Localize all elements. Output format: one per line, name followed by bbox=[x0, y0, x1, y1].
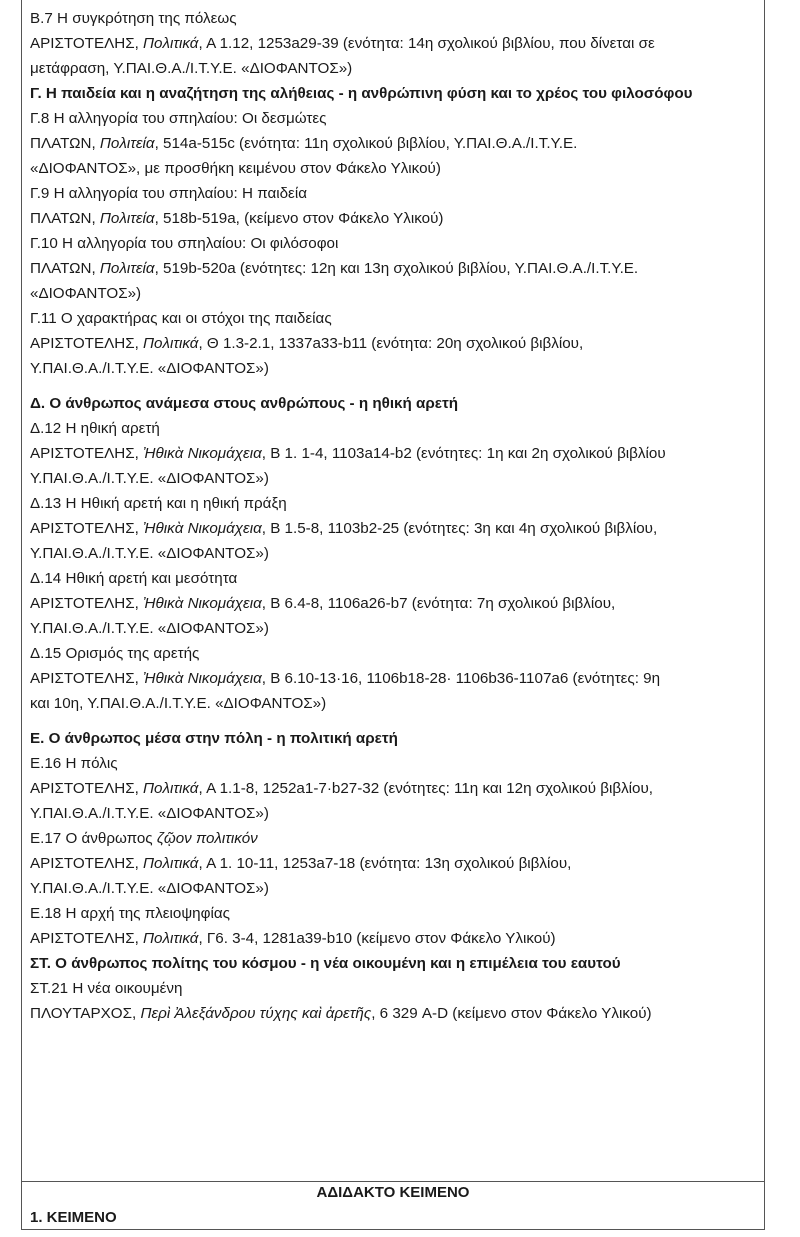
footer-title: ΑΔΙΔΑΚΤΟ ΚΕΙΜΕΝΟ bbox=[316, 1184, 470, 1201]
item-heading: Γ.11 Ο χαρακτήρας και οι στόχοι της παιδείας bbox=[30, 310, 332, 327]
item-heading: Δ.12 Η ηθική αρετή bbox=[30, 420, 160, 437]
footer-subtitle: 1. ΚΕΙΜΕΝΟ bbox=[30, 1209, 117, 1226]
work-title: Πολιτικά bbox=[143, 35, 199, 52]
work-title: Πολιτικά bbox=[143, 335, 199, 352]
work-title: Πολιτεία bbox=[99, 135, 155, 152]
citation-line: Υ.ΠΑΙ.Θ.Α./Ι.Τ.Υ.Ε. «ΔΙΟΦΑΝΤΟΣ») bbox=[30, 880, 269, 897]
work-title: Ἠθικὰ Νικομάχεια bbox=[143, 670, 262, 687]
citation-line: ΠΛΑΤΩΝ, Πολιτεία, 519b-520a (ενότητες: 12η και 13η σχολικού βιβλίου, Υ.ΠΑΙ.Θ.Α./Ι.Τ.Υ.Ε. bbox=[30, 260, 639, 277]
section-title: Γ. Η παιδεία και η αναζήτηση της αλήθειας - η ανθρώπινη φύση και το χρέος του φιλοσόφου bbox=[30, 85, 693, 102]
citation-line: «ΔΙΟΦΑΝΤΟΣ», με προσθήκη κειμένου στον Φάκελο Υλικού) bbox=[30, 160, 441, 177]
item-heading: Γ.9 Η αλληγορία του σπηλαίου: Η παιδεία bbox=[30, 185, 307, 202]
item-heading: Δ.14 Ηθική αρετή και μεσότητα bbox=[30, 570, 238, 587]
citation-line: ΑΡΙΣΤΟΤΕΛΗΣ, Πολιτικά, Α 1.12, 1253a29-39 (ενότητα: 14η σχολικού βιβλίου, που δίνεται σε bbox=[30, 35, 655, 52]
work-title: Περὶ Ἀλεξάνδρου τύχης καὶ ἀρετῆς bbox=[140, 1005, 372, 1022]
content bbox=[30, 6, 758, 1026]
citation-line: ΑΡΙΣΤΟΤΕΛΗΣ, Πολιτικά, Γ6. 3-4, 1281a39-b10 (κείμενο στον Φάκελο Υλικού) bbox=[30, 930, 556, 947]
item-heading: Δ.13 Η Ηθική αρετή και η ηθική πράξη bbox=[30, 495, 287, 512]
document-frame bbox=[21, 0, 765, 1230]
citation-line: και 10η, Υ.ΠΑΙ.Θ.Α./Ι.Τ.Υ.Ε. «ΔΙΟΦΑΝΤΟΣ») bbox=[30, 695, 327, 712]
item-heading: Ε.18 Η αρχή της πλειοψηφίας bbox=[30, 905, 230, 922]
item-heading: Δ.15 Ορισμός της αρετής bbox=[30, 645, 200, 662]
citation-line: Υ.ΠΑΙ.Θ.Α./Ι.Τ.Υ.Ε. «ΔΙΟΦΑΝΤΟΣ») bbox=[30, 545, 269, 562]
work-title: Πολιτικά bbox=[143, 855, 199, 872]
section-e bbox=[30, 726, 758, 951]
citation-line: ΑΡΙΣΤΟΤΕΛΗΣ, Ἠθικὰ Νικομάχεια, Β 6.10-13·16, 1106b18-28· 1106b36-1107a6 (ενότητες: 9η bbox=[30, 670, 661, 687]
citation-line: ΑΡΙΣΤΟΤΕΛΗΣ, Ἠθικὰ Νικομάχεια, Β 1. 1-4, 1103a14-b2 (ενότητες: 1η και 2η σχολικού βιβλίου bbox=[30, 445, 666, 462]
citation-line: ΑΡΙΣΤΟΤΕΛΗΣ, Πολιτικά, Θ 1.3-2.1, 1337a33-b11 (ενότητα: 20η σχολικού βιβλίου, bbox=[30, 335, 584, 352]
item-heading: Γ.10 Η αλληγορία του σπηλαίου: Οι φιλόσοφοι bbox=[30, 235, 339, 252]
item-heading: Γ.8 Η αλληγορία του σπηλαίου: Οι δεσμώτες bbox=[30, 110, 327, 127]
work-title: Πολιτικά bbox=[143, 780, 199, 797]
citation-line: Υ.ΠΑΙ.Θ.Α./Ι.Τ.Υ.Ε. «ΔΙΟΦΑΝΤΟΣ») bbox=[30, 470, 269, 487]
work-title: Ἠθικὰ Νικομάχεια bbox=[143, 595, 262, 612]
citation-line: «ΔΙΟΦΑΝΤΟΣ») bbox=[30, 285, 142, 302]
work-title: Πολιτεία bbox=[99, 260, 155, 277]
work-title: Πολιτικά bbox=[143, 930, 199, 947]
citation-line: ΑΡΙΣΤΟΤΕΛΗΣ, Πολιτικά, Α 1. 10-11, 1253a7-18 (ενότητα: 13η σχολικού βιβλίου, bbox=[30, 855, 572, 872]
item-heading: ΣΤ.21 Η νέα οικουμένη bbox=[30, 980, 183, 997]
work-title: Ἠθικὰ Νικομάχεια bbox=[143, 520, 262, 537]
citation-line: ΑΡΙΣΤΟΤΕΛΗΣ, Ἠθικὰ Νικομάχεια, Β 1.5-8, 1103b2-25 (ενότητες: 3η και 4η σχολικού βιβλίου, bbox=[30, 520, 658, 537]
citation-line: ΑΡΙΣΤΟΤΕΛΗΣ, Ἠθικὰ Νικομάχεια, Β 6.4-8, 1106a26-b7 (ενότητα: 7η σχολικού βιβλίου, bbox=[30, 595, 616, 612]
section-title: Δ. Ο άνθρωπος ανάμεσα στους ανθρώπους - η ηθική αρετή bbox=[30, 395, 458, 412]
item-heading: Β.7 Η συγκρότηση της πόλεως bbox=[30, 10, 237, 27]
citation-line: μετάφραση, Υ.ΠΑΙ.Θ.Α./Ι.Τ.Υ.Ε. «ΔΙΟΦΑΝΤΟΣ») bbox=[30, 60, 353, 77]
citation-line: ΑΡΙΣΤΟΤΕΛΗΣ, Πολιτικά, Α 1.1-8, 1252a1-7·b27-32 (ενότητες: 11η και 12η σχολικού βιβλίου, bbox=[30, 780, 654, 797]
citation-line: ΠΛΑΤΩΝ, Πολιτεία, 514a-515c (ενότητα: 11η σχολικού βιβλίου, Υ.ΠΑΙ.Θ.Α./Ι.Τ.Υ.Ε. bbox=[30, 135, 578, 152]
item-heading: Ε.16 Η πόλις bbox=[30, 755, 118, 772]
citation-line: ΠΛΑΤΩΝ, Πολιτεία, 518b-519a, (κείμενο στον Φάκελο Υλικού) bbox=[30, 210, 444, 227]
citation-line: Υ.ΠΑΙ.Θ.Α./Ι.Τ.Υ.Ε. «ΔΙΟΦΑΝΤΟΣ») bbox=[30, 360, 269, 377]
citation-line: ΠΛΟΥΤΑΡΧΟΣ, Περὶ Ἀλεξάνδρου τύχης καὶ ἀρετῆς, 6 329 A-D (κείμενο στον Φάκελο Υλικού) bbox=[30, 1005, 652, 1022]
section-g bbox=[30, 81, 758, 381]
work-title: Πολιτεία bbox=[99, 210, 155, 227]
section-b bbox=[30, 6, 758, 81]
citation-line: Υ.ΠΑΙ.Θ.Α./Ι.Τ.Υ.Ε. «ΔΙΟΦΑΝΤΟΣ») bbox=[30, 805, 269, 822]
section-title: Ε. Ο άνθρωπος μέσα στην πόλη - η πολιτική αρετή bbox=[30, 730, 398, 747]
section-title: ΣΤ. Ο άνθρωπος πολίτης του κόσμου - η νέα οικουμένη και η επιμέλεια του εαυτού bbox=[30, 955, 621, 972]
item-heading: Ε.17 Ο άνθρωπος ζῷον πολιτικόν bbox=[30, 830, 258, 847]
section-st bbox=[30, 951, 758, 1026]
section-d bbox=[30, 391, 758, 716]
citation-line: Υ.ΠΑΙ.Θ.Α./Ι.Τ.Υ.Ε. «ΔΙΟΦΑΝΤΟΣ») bbox=[30, 620, 269, 637]
work-title: Ἠθικὰ Νικομάχεια bbox=[143, 445, 262, 462]
